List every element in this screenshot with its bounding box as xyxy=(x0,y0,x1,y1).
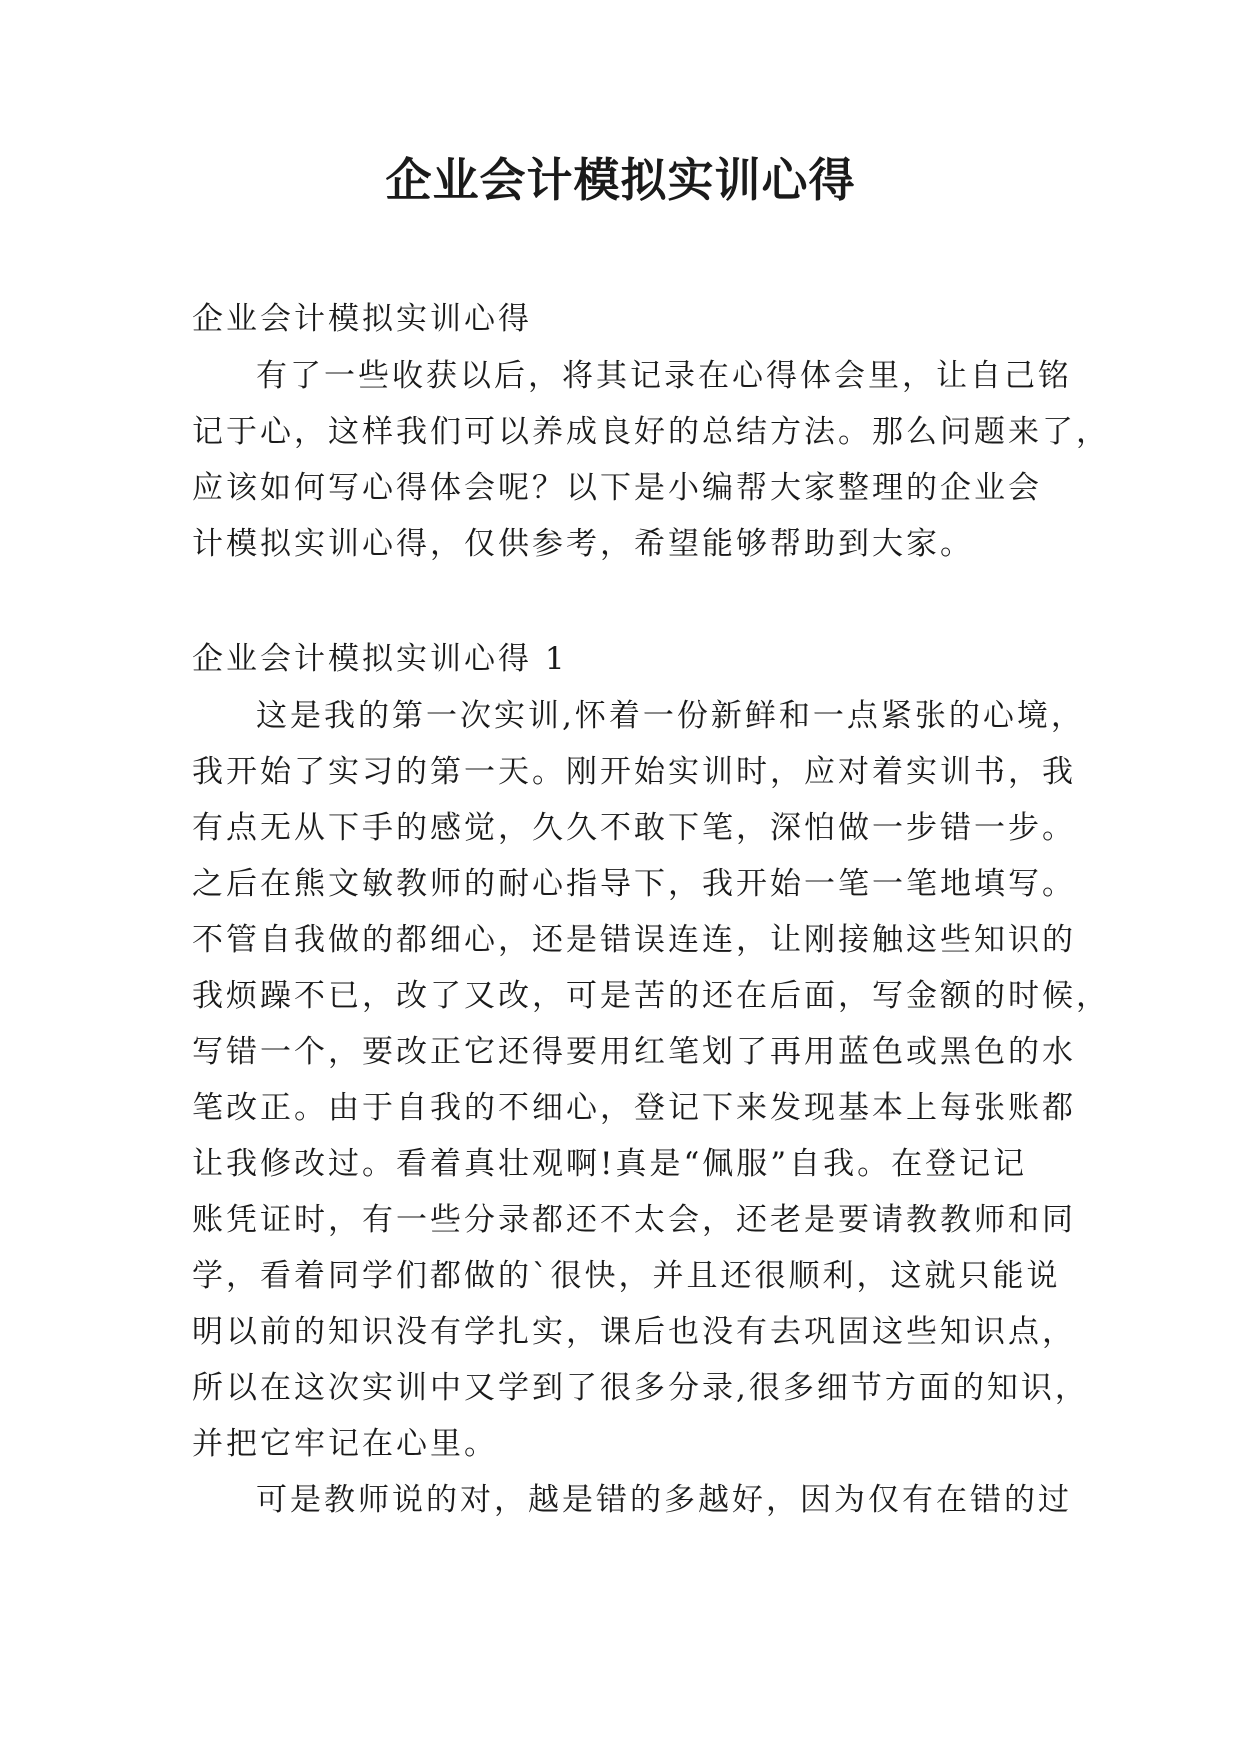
paragraph-line: 明以前的知识没有学扎实，课后也没有去巩固这些知识点， xyxy=(192,1314,1076,1350)
paragraph-line: 这是我的第一次实训,怀着一份新鲜和一点紧张的心境， xyxy=(256,698,1085,734)
document-title: 企业会计模拟实训心得 xyxy=(385,153,856,207)
paragraph-line: 计模拟实训心得，仅供参考，希望能够帮助到大家。 xyxy=(192,526,974,562)
paragraph-line: 可是教师说的对，越是错的多越好，因为仅有在错的过 xyxy=(256,1482,1072,1518)
paragraph-line: 所以在这次实训中又学到了很多分录,很多细节方面的知识， xyxy=(192,1370,1089,1406)
intro-paragraph xyxy=(192,348,1110,572)
paragraph-line: 写错一个，要改正它还得要用红笔划了再用蓝色或黑色的水 xyxy=(192,1034,1076,1070)
paragraph-line: 并把它牢记在心里。 xyxy=(192,1426,498,1462)
section1-paragraph-1 xyxy=(192,688,1110,1472)
paragraph-line: 有了一些收获以后，将其记录在心得体会里，让自己铭 xyxy=(256,358,1072,394)
section1-paragraph-2 xyxy=(192,1472,1072,1528)
paragraph-line: 应该如何写心得体会呢？以下是小编帮大家整理的企业会 xyxy=(192,470,1042,506)
paragraph-line: 我开始了实习的第一天。刚开始实训时，应对着实训书，我 xyxy=(192,754,1076,790)
document-body xyxy=(192,290,1110,1528)
paragraph-line: 有点无从下手的感觉，久久不敢下笔，深怕做一步错一步。 xyxy=(192,810,1076,846)
paragraph-line: 记于心，这样我们可以养成良好的总结方法。那么问题来了， xyxy=(192,414,1110,450)
section-heading: 企业会计模拟实训心得 1 xyxy=(192,641,568,677)
paragraph-line: 笔改正。由于自我的不细心，登记下来发现基本上每张账都 xyxy=(192,1090,1076,1126)
intro-heading: 企业会计模拟实训心得 xyxy=(192,301,532,337)
paragraph-line: 账凭证时，有一些分录都还不太会，还老是要请教教师和同 xyxy=(192,1202,1076,1238)
paragraph-line: 我烦躁不已，改了又改，可是苦的还在后面，写金额的时候， xyxy=(192,978,1110,1014)
paragraph-line: 不管自我做的都细心，还是错误连连，让刚接触这些知识的 xyxy=(192,922,1076,958)
paragraph-line: 让我修改过。看着真壮观啊!真是“佩服”自我。在登记记 xyxy=(192,1146,1028,1182)
paragraph-line: 学，看着同学们都做的`很快，并且还很顺利，这就只能说 xyxy=(192,1258,1061,1294)
paragraph-line: 之后在熊文敏教师的耐心指导下，我开始一笔一笔地填写。 xyxy=(192,866,1076,902)
section-spacer xyxy=(192,572,1062,630)
